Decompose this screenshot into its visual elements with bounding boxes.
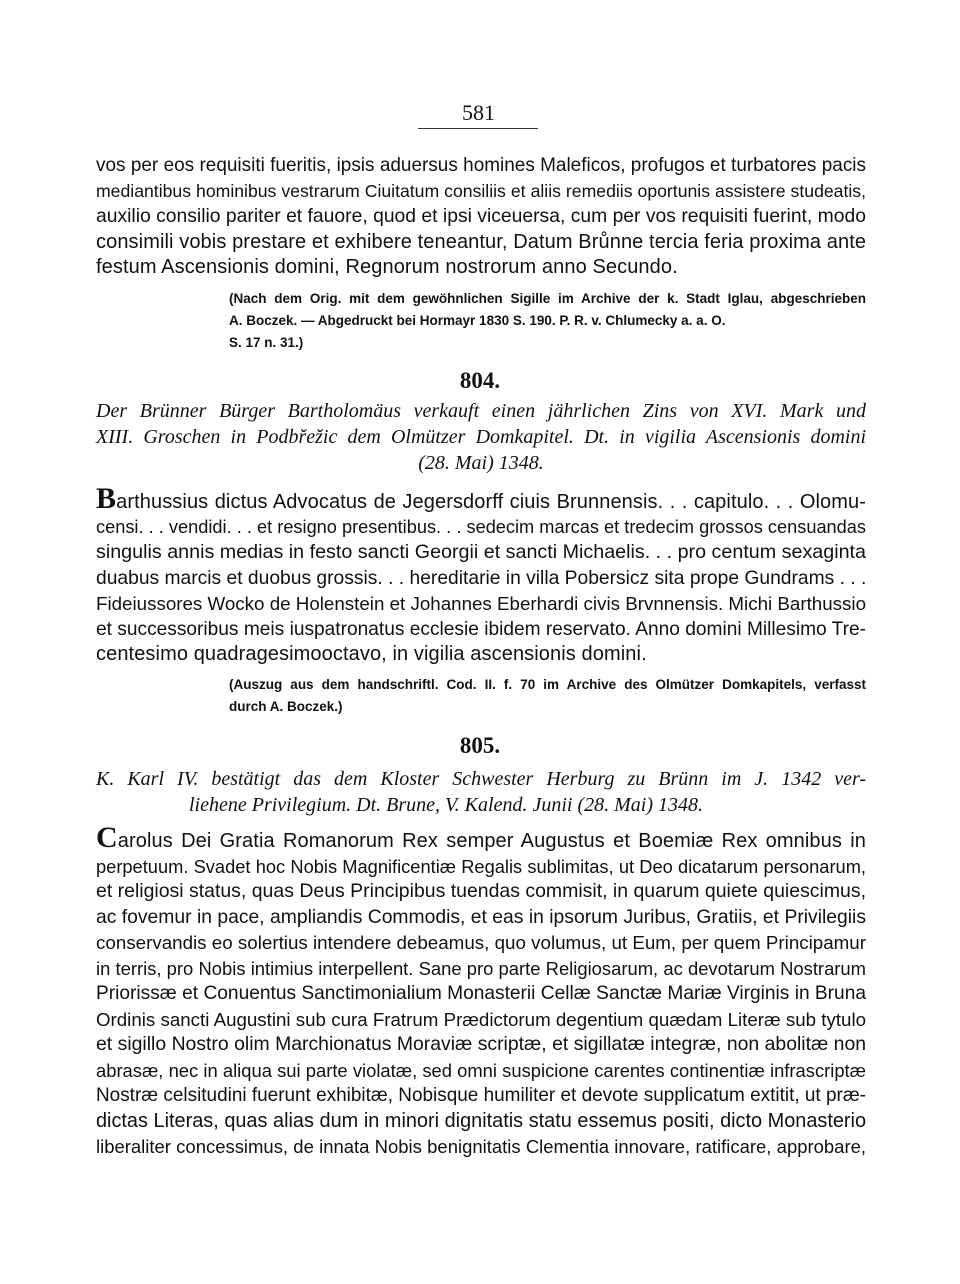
note-line: S. 17 n. 31.): [229, 335, 304, 350]
text-line: auxilio consilio pariter et fauore, quod et ipsi viceuersa, cum per vos requisiti fuerint, modo: [96, 206, 866, 227]
page-number-rule: [418, 128, 538, 129]
text-line: festum Ascensionis domini, Regnorum nostrorum anno Secundo.: [96, 256, 678, 278]
document-804-source-note: [229, 674, 866, 718]
text-line: Fideiussores Wocko de Holenstein et Johannes Eberhardi civis Brvnnensis. Michi Barthussio: [96, 593, 866, 614]
document-804-title: [96, 398, 866, 476]
text-line: et religiosi status, quas Deus Principibus tuendas commisit, in quarum quiete quiescimus,: [96, 880, 866, 902]
intro-source-note: [229, 288, 866, 354]
text-line: et sigillo Nostro olim Marchionatus Moraviæ scriptæ, et sigillatæ integræ, non abolitæ non: [96, 1033, 866, 1055]
text-line: perpetuum. Svadet hoc Nobis Magnificentiæ Regalis sublimitas, ut Deo dicatarum personarum,: [96, 855, 866, 877]
text-line: ac fovemur in pace, ampliandis Commodis, et eas in ipsorum Juribus, Gratiis, et Privilegiis: [96, 906, 866, 928]
text-line: dictas Literas, quas alias dum in minori dignitatis statu essemus positi, dicto Monasterio: [96, 1109, 866, 1132]
document-number-805: 805.: [459, 733, 501, 758]
title-line: K. Karl IV. bestätigt das dem Kloster Schwester Herburg zu Brünn im J. 1342 ver-: [96, 768, 866, 790]
text-line: in terris, pro Nobis intimius interpellent. Sane pro parte Religiosarum, ac devotarum Nostrarum: [96, 957, 866, 979]
document-805-title: [96, 766, 866, 818]
text-line: mediantibus hominibus vestrarum Ciuitatum consiliis et aliis remediis oportunis assistere studeatis,: [96, 180, 866, 201]
text-line: singulis annis medias in festo sancti Georgii et sancti Michaelis. . . pro centum sexaginta: [96, 541, 866, 563]
first-line-text: arolus Dei Gratia Romanorum Rex semper Augustus et Boemiæ Rex omnibus in: [117, 830, 866, 852]
text-line: Priorissæ et Conuentus Sanctimonialium Monasterii Cellæ Sanctæ Mariæ Virginis in Bruna: [96, 983, 866, 1004]
text-line: Nostræ celsitudini fuerunt exhibitæ, Nobisque humiliter et devote supplicatum extitit, ut præ-: [96, 1085, 866, 1106]
text-line: consimili vobis prestare et exhibere teneantur, Datum Brůnne tercia feria proxima ante: [96, 230, 867, 253]
note-line: A. Boczek. — Abgedruckt bei Hormayr 1830 S. 190. P. R. v. Chlumecky a. a. O.: [229, 313, 726, 328]
text-line: [96, 821, 866, 854]
text-line: duabus marcis et duobus grossis. . . hereditarie in villa Pobersicz sita prope Gundrams . . .: [96, 567, 867, 589]
document-804-body: [96, 482, 867, 668]
initial-letter: B: [96, 482, 117, 515]
document-number-804: 804.: [459, 368, 501, 393]
text-line: liberaliter concessimus, de innata Nobis benignitatis Clementia innovare, ratificare, approbare,: [96, 1136, 866, 1157]
title-line: Der Brünner Bürger Bartholomäus verkauft einen jährlichen Zins von XVI. Mark und: [96, 400, 866, 422]
text-line: centesimo quadragesimooctavo, in vigilia ascensionis domini.: [96, 643, 647, 665]
text-line: et successoribus meis iuspatronatus ecclesie ibidem reservato. Anno domini Millesimo Tre-: [96, 618, 866, 640]
first-line-text: arthussius dictus Advocatus de Jegersdorff ciuis Brunnensis. . . capitulo. . . Olomu-: [116, 491, 866, 513]
text-line: [96, 482, 866, 515]
intro-paragraph: [96, 153, 866, 281]
note-line: durch A. Boczek.): [229, 699, 343, 714]
title-line: liehene Privilegium. Dt. Brune, V. Kalend. Junii (28. Mai) 1348.: [189, 794, 703, 816]
note-line: (Nach dem Orig. mit dem gewöhnlichen Sigille im Archive der k. Stadt Iglau, abgeschrieben: [229, 291, 866, 306]
text-line: vos per eos requisiti fueritis, ipsis aduersus homines Maleficos, profugos et turbatores pacis: [96, 155, 866, 176]
note-line: (Auszug aus dem handschriftl. Cod. II. f. 70 im Archive des Olmützer Domkapitels, verfasst: [229, 677, 866, 692]
text-line: censi. . . vendidi. . . et resigno presentibus. . . sedecim marcas et tredecim grossos censuandas: [96, 516, 866, 537]
text-line: conservandis eo solertius intendere debeamus, quo volumus, ut Eum, per quem Principamur: [96, 932, 866, 953]
page-number: 581: [462, 100, 495, 125]
title-line: XIII. Groschen in Podbřežic dem Olmützer Domkapitel. Dt. in vigilia Ascensionis domini: [96, 426, 866, 448]
document-805-body: [96, 821, 866, 1160]
initial-letter: C: [96, 821, 118, 854]
text-line: abrasæ, nec in aliqua sui parte violatæ, sed omni suspicione carentes continentiæ infrascriptæ: [96, 1059, 866, 1081]
title-line: (28. Mai) 1348.: [418, 452, 544, 474]
text-line: Ordinis sancti Augustini sub cura Fratrum Prædictorum degentium quædam Literæ sub tytulo: [96, 1008, 866, 1030]
